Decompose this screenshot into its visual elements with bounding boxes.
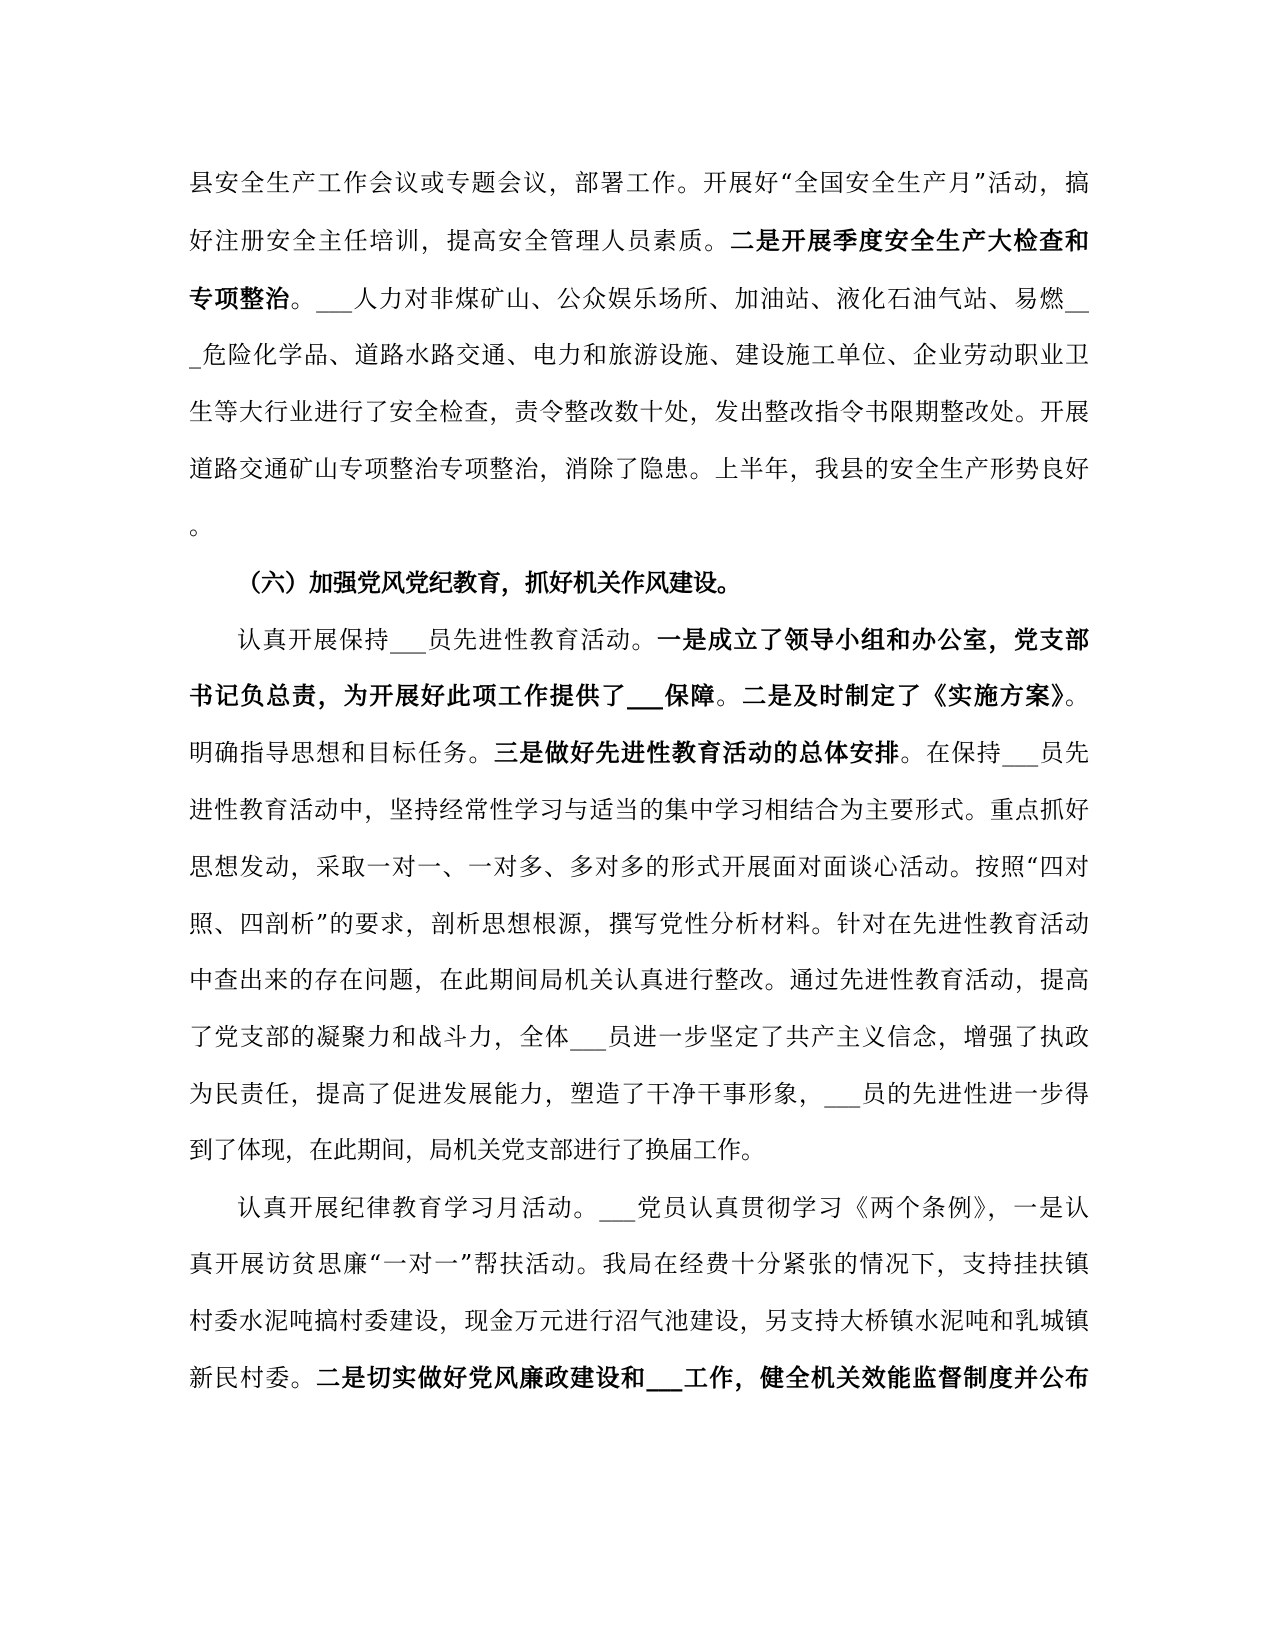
- text-run: 明确指导思想和目标任务。: [189, 739, 494, 767]
- text-run: 进性教育活动中，坚持经常性学习与适当的集中学习相结合为主要形式。重点抓好: [189, 796, 1089, 824]
- paragraph-line-9: [237, 625, 1089, 655]
- bold-text-run: 二是开展季度安全生产大检查和: [730, 226, 1089, 255]
- bold-text-run: 专项整治: [189, 284, 291, 313]
- paragraph-line-1: [189, 168, 1089, 198]
- paragraph-line-7: [189, 511, 1089, 541]
- bold-text-run: 书记负总责，为开展好此项工作提供了___保障: [189, 681, 717, 710]
- text-run: 。: [1065, 682, 1089, 710]
- text-run: 生等大行业进行了安全检查，责令整改数十处，发出整改指令书限期整改处。开展: [189, 398, 1089, 426]
- text-run: 好注册安全主任培训，提高安全管理人员素质。: [189, 227, 731, 255]
- paragraph-line-18: [189, 1135, 1089, 1165]
- text-run: 县安全生产工作会议或专题会议，部署工作。开展好“全国安全生产月”活动，搞: [189, 169, 1089, 197]
- text-run: 真开展访贫思廉“一对一”帮扶活动。我局在经费十分紧张的情况下，支持挂扶镇: [189, 1250, 1089, 1278]
- paragraph-line-4: [189, 340, 1089, 370]
- text-run: 照、四剖析”的要求，剖析思想根源，撰写党性分析材料。针对在先进性教育活动: [189, 910, 1089, 938]
- text-run: 了党支部的凝聚力和战斗力，全体___员进一步坚定了共产主义信念，增强了执政: [189, 1023, 1089, 1051]
- text-run: 。: [716, 682, 743, 710]
- paragraph-line-2: [189, 226, 1089, 256]
- paragraph-line-13: [189, 852, 1089, 882]
- text-run: 认真开展纪律教育学习月活动。___党员认真贯彻学习《两个条例》，一是认: [237, 1194, 1089, 1222]
- text-run: 新民村委。: [189, 1364, 317, 1392]
- bold-text-run: 二是及时制定了《实施方案》: [742, 681, 1066, 710]
- paragraph-line-15: [189, 965, 1089, 995]
- text-run: 。___人力对非煤矿山、公众娱乐场所、加油站、液化石油气站、易燃__: [290, 285, 1089, 313]
- section-heading: [237, 568, 1089, 598]
- paragraph-line-10: [189, 681, 1089, 711]
- text-run: 思想发动，采取一对一、一对多、多对多的形式开展面对面谈心活动。按照“四对: [189, 853, 1089, 881]
- text-run: 为民责任，提高了促进发展能力，塑造了干净干事形象，___员的先进性进一步得: [189, 1080, 1089, 1108]
- paragraph-line-14: [189, 909, 1089, 939]
- text-run: _危险化学品、道路水路交通、电力和旅游设施、建设施工单位、企业劳动职业卫: [189, 341, 1089, 369]
- paragraph-line-12: [189, 795, 1089, 825]
- text-run: 到了体现，在此期间，局机关党支部进行了换届工作。: [189, 1136, 765, 1164]
- paragraph-line-17: [189, 1079, 1089, 1109]
- bold-text-run: 一是成立了领导小组和办公室，党支部: [657, 625, 1089, 654]
- bold-text-run: 二是切实做好党风廉政建设和___工作，健全机关效能监督制度并公布: [316, 1363, 1089, 1392]
- text-run: 。: [189, 512, 213, 540]
- text-run: 道路交通矿山专项整治专项整治，消除了隐患。上半年，我县的安全生产形势良好: [189, 455, 1089, 483]
- text-run: 中查出来的存在问题，在此期间局机关认真进行整改。通过先进性教育活动，提高: [189, 966, 1089, 994]
- paragraph-line-20: [189, 1249, 1089, 1279]
- paragraph-line-3: [189, 284, 1089, 314]
- text-run: 村委水泥吨搞村委建设，现金万元进行沼气池建设，另支持大桥镇水泥吨和乳城镇: [189, 1307, 1089, 1335]
- paragraph-line-22: [189, 1363, 1089, 1393]
- paragraph-line-11: [189, 738, 1089, 768]
- bold-text-run: （六）加强党风党纪教育，抓好机关作风建设。: [237, 568, 741, 597]
- paragraph-line-19: [237, 1193, 1089, 1223]
- text-run: 。在保持___员先: [900, 739, 1089, 767]
- paragraph-line-16: [189, 1022, 1089, 1052]
- paragraph-line-6: [189, 454, 1089, 484]
- text-run: 认真开展保持___员先进性教育活动。: [237, 626, 657, 654]
- paragraph-line-5: [189, 397, 1089, 427]
- paragraph-line-21: [189, 1306, 1089, 1336]
- bold-text-run: 三是做好先进性教育活动的总体安排: [493, 738, 901, 767]
